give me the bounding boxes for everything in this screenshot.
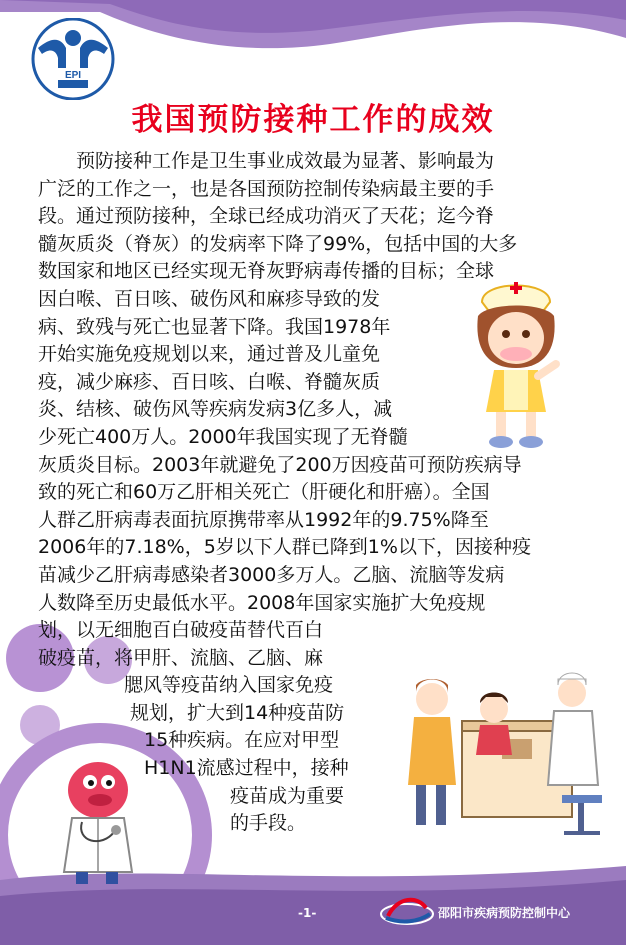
text-line: 预防接种工作是卫生事业成效最为显著、影响最为 <box>38 150 495 172</box>
text-line: 髓灰质炎（脊灰）的发病率下降了99%，包括中国的大多 <box>38 232 518 255</box>
text-line: 数国家和地区已经实现无脊灰野病毒传播的目标；全球 <box>38 260 495 283</box>
text-line: 破疫苗，将甲肝、流脑、乙脑、麻 <box>38 646 324 669</box>
text-line: 苗减少乙肝病毒感染者3000多万人。乙脑、流脑等发病 <box>38 563 505 586</box>
text-line: 灰质炎目标。2003年就避免了200万因疫苗可预防疾病导 <box>38 453 522 476</box>
epi-logo-text: EPI <box>64 70 82 81</box>
text-line: 段。通过预防接种，全球已经成功消灭了天花；迄今脊 <box>38 205 495 228</box>
text-line: 少死亡400万人。2000年我国实现了无脊髓 <box>38 425 408 448</box>
text-line: 人群乙肝病毒表面抗原携带率从1992年的9.75%降至 <box>38 508 489 531</box>
text-line: 腮风等疫苗纳入国家免疫 <box>124 674 334 697</box>
page-number: -1- <box>298 906 317 920</box>
clinic-illustration <box>402 655 624 845</box>
text-line: 15种疾病。在应对甲型 <box>144 729 340 752</box>
text-line: 广泛的工作之一，也是各国预防控制传染病最主要的手 <box>38 177 495 200</box>
nurse-illustration <box>464 272 568 450</box>
organization-name: 邵阳市疾病预防控制中心 <box>438 906 571 920</box>
page-title: 我国预防接种工作的成效 <box>131 102 495 138</box>
text-line: 因白喉、百日咳、破伤风和麻疹导致的发 <box>38 287 381 310</box>
cdc-logo <box>378 894 436 928</box>
text-line: 病、致残与死亡也显著下降。我国1978年 <box>38 315 391 338</box>
doctor-cartoon-illustration <box>52 756 148 888</box>
text-line: 划，以无细胞百白破疫苗替代百白 <box>38 619 324 642</box>
epi-logo <box>30 18 116 100</box>
text-line: H1N1流感过程中，接种 <box>144 757 349 780</box>
text-line: 炎、结核、破伤风等疾病发病3亿多人，减 <box>38 398 393 421</box>
text-line: 疫，减少麻疹、百日咳、白喉、脊髓灰质 <box>38 370 381 393</box>
text-line: 规划，扩大到14种疫苗防 <box>130 701 345 724</box>
text-line: 开始实施免疫规划以来，通过普及儿童免 <box>38 343 381 366</box>
text-line: 疫苗成为重要 <box>230 784 345 807</box>
text-line: 人数降至历史最低水平。2008年国家实施扩大免疫规 <box>38 591 486 614</box>
text-line: 致的死亡和60万乙肝相关死亡（肝硬化和肝癌）。全国 <box>38 481 490 504</box>
text-line: 的手段。 <box>230 812 307 835</box>
text-line: 2006年的7.18%，5岁以下人群已降到1%以下，因接种疫 <box>38 536 531 559</box>
